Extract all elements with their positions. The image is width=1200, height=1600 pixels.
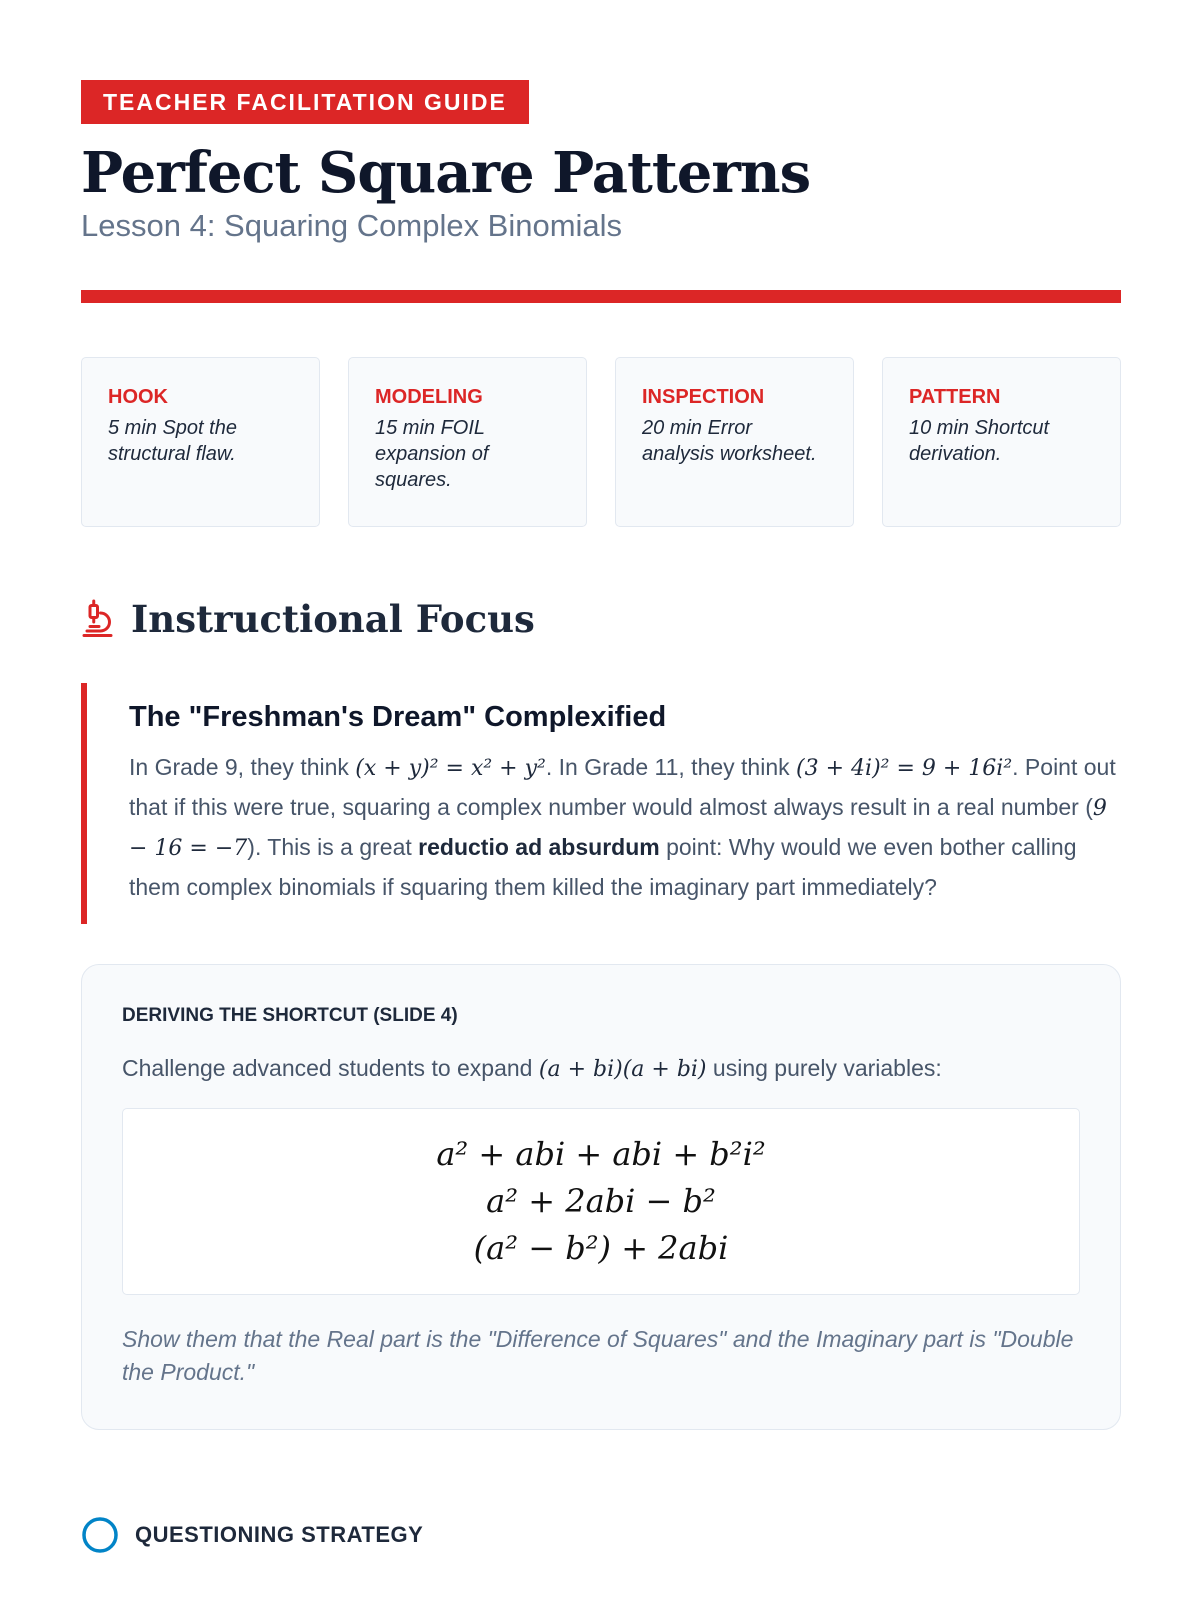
phase-title: PATTERN <box>909 386 1001 408</box>
derivation-note: Show them that the Real part is the "Difference of Squares" and the Imaginary part is "Double the Product." <box>122 1326 1074 1385</box>
text: using purely variables: <box>706 1055 942 1081</box>
equation-line: a² + 2abi − b² <box>486 1182 716 1220</box>
math: (3 + 4i)² = 9 + 16i² <box>796 756 1013 781</box>
text: . Point out that if this were true, squaring a complex number would almost always result in a real number ( <box>129 754 1116 820</box>
equation-block <box>122 1108 1080 1295</box>
section-header <box>81 597 1121 641</box>
guide-badge: TEACHER FACILITATION GUIDE <box>81 80 529 124</box>
focus-callout <box>81 683 1121 924</box>
phase-desc: 15 min FOIL expansion of squares. <box>375 417 489 491</box>
phase-title: INSPECTION <box>642 386 765 408</box>
phase-desc: 5 min Spot the structural flaw. <box>108 417 237 465</box>
phase-desc: 10 min Shortcut derivation. <box>909 417 1050 465</box>
text: point: Why would we even bother calling them complex binomials if squaring them killed the imaginary part immediately? <box>129 834 1077 900</box>
page-title: Perfect Square Patterns <box>81 140 811 206</box>
math: 9 − 16 = −7 <box>129 796 1107 861</box>
bold-term: reductio ad absurdum <box>418 834 660 860</box>
phase-title: MODELING <box>375 386 483 408</box>
text: In Grade 9, they think <box>129 754 356 780</box>
phase-title: HOOK <box>108 386 168 408</box>
circle-icon <box>81 1516 119 1554</box>
text: Challenge advanced students to expand <box>122 1055 539 1081</box>
derivation-box <box>81 964 1121 1430</box>
guide <box>81 80 1121 1554</box>
lesson-subtitle: Lesson 4: Squaring Complex Binomials <box>81 208 623 243</box>
phase-card-hook <box>81 357 320 527</box>
text: . In Grade 11, they think <box>545 754 797 780</box>
questioning-header <box>81 1516 1121 1554</box>
callout-body <box>129 748 1121 906</box>
section-title: Instructional Focus <box>131 597 535 641</box>
text: ). This is a great <box>247 834 419 860</box>
equation-line: a² + abi + abi + b²i² <box>436 1135 766 1173</box>
phase-card-modeling <box>348 357 587 527</box>
equation-line: (a² − b²) + 2abi <box>473 1229 729 1267</box>
questioning-title: QUESTIONING STRATEGY <box>135 1522 424 1547</box>
math: (x + y)² = x² + y² <box>355 756 546 781</box>
divider <box>81 290 1121 303</box>
phase-card-pattern <box>882 357 1121 527</box>
callout-title: The "Freshman's Dream" Complexified <box>129 701 667 733</box>
derivation-intro <box>122 1055 1080 1082</box>
phase-cards <box>81 357 1121 527</box>
derivation-heading: DERIVING THE SHORTCUT (SLIDE 4) <box>122 1005 458 1026</box>
phase-card-inspection <box>615 357 854 527</box>
math: (a + bi)(a + bi) <box>538 1057 707 1082</box>
microscope-icon <box>81 599 117 639</box>
phase-desc: 20 min Error analysis worksheet. <box>642 417 817 465</box>
